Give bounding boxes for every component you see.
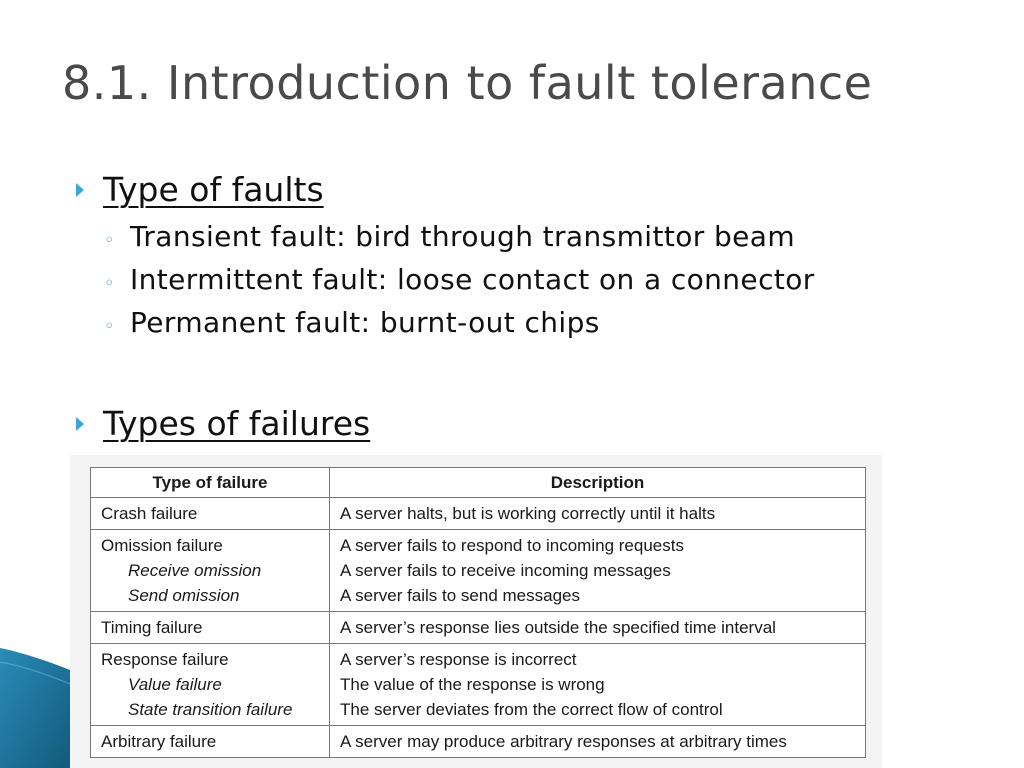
corner-decoration bbox=[0, 648, 70, 768]
fault-item bbox=[104, 220, 795, 253]
failure-description: A server may produce arbitrary responses at arbitrary times bbox=[340, 732, 787, 751]
failure-description-cell bbox=[330, 726, 866, 758]
failure-subtype: Value failure bbox=[128, 675, 222, 694]
failure-type: Arbitrary failure bbox=[101, 732, 217, 751]
table-row bbox=[91, 530, 866, 612]
fault-item-text: Intermittent fault: loose contact on a connector bbox=[130, 263, 815, 296]
table-row bbox=[91, 644, 866, 726]
failure-description-cell bbox=[330, 530, 866, 612]
section-type-of-faults bbox=[76, 170, 324, 209]
circle-bullet-icon: ◦ bbox=[104, 316, 115, 337]
failure-type: Response failure bbox=[101, 650, 229, 669]
failure-type: Crash failure bbox=[101, 504, 198, 523]
table-header-row bbox=[91, 468, 866, 498]
failure-type: Omission failure bbox=[101, 536, 223, 555]
fault-item bbox=[104, 263, 815, 296]
failure-table bbox=[90, 467, 866, 758]
failure-subtype: Receive omission bbox=[128, 561, 262, 580]
failure-description: The server deviates from the correct flow of control bbox=[340, 700, 723, 719]
failure-description: A server’s response lies outside the specified time interval bbox=[340, 618, 776, 637]
fault-item-text: Transient fault: bird through transmittor beam bbox=[130, 220, 796, 253]
failure-type: Timing failure bbox=[101, 618, 203, 637]
slide-title: 8.1. Introduction to fault tolerance bbox=[62, 56, 873, 110]
failure-description-cell bbox=[330, 612, 866, 644]
failure-description: A server fails to respond to incoming requests bbox=[340, 536, 684, 555]
section-types-of-failures bbox=[76, 404, 370, 443]
column-header: Description bbox=[330, 468, 866, 498]
failure-description: A server halts, but is working correctly until it halts bbox=[340, 504, 716, 523]
failure-type-cell bbox=[91, 498, 330, 530]
failure-description-cell bbox=[330, 644, 866, 726]
failure-type-cell bbox=[91, 726, 330, 758]
triangle-bullet-icon bbox=[76, 417, 84, 431]
failure-description: A server fails to receive incoming messages bbox=[340, 561, 671, 580]
faults-heading: Type of faults bbox=[103, 170, 324, 209]
failure-table-image bbox=[70, 455, 882, 768]
table-row bbox=[91, 726, 866, 758]
fault-item-text: Permanent fault: burnt-out chips bbox=[130, 306, 600, 339]
failure-subtype: Send omission bbox=[128, 586, 240, 605]
failure-description-cell bbox=[330, 498, 866, 530]
table-row bbox=[91, 498, 866, 530]
failures-heading: Types of failures bbox=[103, 404, 371, 443]
circle-bullet-icon: ◦ bbox=[104, 273, 115, 294]
failure-type-cell bbox=[91, 644, 330, 726]
table-row bbox=[91, 612, 866, 644]
corner-wave-shape bbox=[0, 648, 70, 768]
fault-item bbox=[104, 306, 600, 339]
failure-type-cell bbox=[91, 530, 330, 612]
failure-description: A server fails to send messages bbox=[340, 586, 581, 605]
failure-type-cell bbox=[91, 612, 330, 644]
failure-description: A server’s response is incorrect bbox=[340, 650, 577, 669]
failure-description: The value of the response is wrong bbox=[340, 675, 605, 694]
column-header: Type of failure bbox=[91, 468, 330, 498]
triangle-bullet-icon bbox=[76, 183, 84, 197]
circle-bullet-icon: ◦ bbox=[104, 230, 115, 251]
failure-subtype: State transition failure bbox=[128, 700, 293, 719]
